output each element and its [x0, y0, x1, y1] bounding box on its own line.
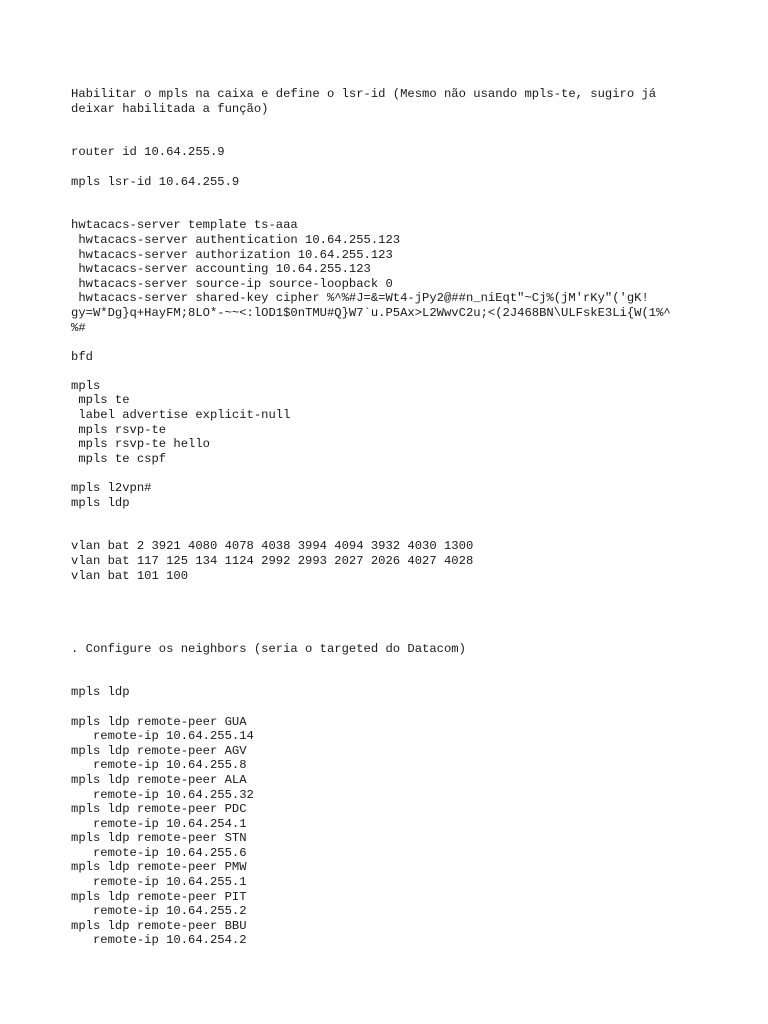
blank-line	[71, 700, 701, 715]
text-line: remote-ip 10.64.255.2	[71, 904, 247, 919]
text-line: remote-ip 10.64.255.14	[71, 729, 254, 744]
text-line: mpls ldp remote-peer PMW	[71, 860, 247, 875]
text-line: gy=W*Dg}q+HayFM;8LO*-~~<:lOD1$0nTMU#Q}W7`u.P5Ax>L2WwvC2u;<(2J468BN\ULFskE3Li{W(1%^	[71, 305, 671, 320]
text-line: %#	[71, 320, 86, 335]
blank-line	[71, 131, 701, 146]
text-line: mpls te	[71, 393, 130, 408]
blank-line	[71, 160, 701, 175]
text-line: mpls te cspf	[71, 451, 167, 466]
blank-line	[71, 116, 701, 131]
blank-line	[71, 612, 701, 627]
document-body	[71, 87, 701, 948]
text-line: remote-ip 10.64.254.1	[71, 816, 247, 831]
text-line: mpls ldp remote-peer ALA	[71, 772, 247, 787]
text-line: remote-ip 10.64.254.2	[71, 933, 247, 948]
text-line: mpls rsvp-te	[71, 422, 167, 437]
text-line: hwtacacs-server source-ip source-loopback 0	[71, 276, 393, 291]
text-line: hwtacacs-server shared-key cipher %^%#J=&=Wt4-jPy2@##n_niEqt"~Cj%(jM'rKy"('gK!	[71, 291, 649, 306]
blank-line	[71, 656, 701, 671]
text-line: hwtacacs-server template ts-aaa	[71, 218, 298, 233]
text-line: hwtacacs-server authentication 10.64.255.123	[71, 232, 401, 247]
blank-line	[71, 204, 701, 219]
text-line: mpls lsr-id 10.64.255.9	[71, 174, 240, 189]
text-line: mpls rsvp-te hello	[71, 437, 210, 452]
blank-line	[71, 671, 701, 686]
blank-line	[71, 335, 701, 350]
text-line: deixar habilitada a função)	[71, 101, 269, 116]
blank-line	[71, 510, 701, 525]
text-line: router id 10.64.255.9	[71, 145, 225, 160]
text-line: . Configure os neighbors (seria o targeted do Datacom)	[71, 641, 466, 656]
text-line: mpls ldp remote-peer GUA	[71, 714, 247, 729]
text-line: remote-ip 10.64.255.32	[71, 787, 254, 802]
text-line: bfd	[71, 349, 93, 364]
blank-line	[71, 364, 701, 379]
text-line: label advertise explicit-null	[71, 408, 291, 423]
text-line: mpls ldp remote-peer BBU	[71, 918, 247, 933]
blank-line	[71, 627, 701, 642]
text-line: mpls l2vpn#	[71, 481, 152, 496]
text-line: hwtacacs-server authorization 10.64.255.123	[71, 247, 393, 262]
text-line: mpls ldp	[71, 495, 130, 510]
text-line: mpls ldp remote-peer PIT	[71, 889, 247, 904]
text-line: remote-ip 10.64.255.6	[71, 845, 247, 860]
text-line: mpls ldp remote-peer PDC	[71, 802, 247, 817]
text-line: Habilitar o mpls na caixa e define o lsr-id (Mesmo não usando mpls-te, sugiro já	[71, 87, 657, 101]
text-line: remote-ip 10.64.255.8	[71, 758, 247, 773]
text-line: mpls ldp remote-peer STN	[71, 831, 247, 846]
blank-line	[71, 466, 701, 481]
blank-line	[71, 583, 701, 598]
text-line: vlan bat 101 100	[71, 568, 189, 583]
text-line: mpls ldp remote-peer AGV	[71, 743, 247, 758]
text-line: hwtacacs-server accounting 10.64.255.123	[71, 262, 371, 277]
text-line: vlan bat 2 3921 4080 4078 4038 3994 4094 3932 4030 1300	[71, 539, 474, 554]
text-line: mpls ldp	[71, 685, 130, 700]
blank-line	[71, 598, 701, 613]
text-line: mpls	[71, 378, 101, 393]
blank-line	[71, 525, 701, 540]
text-line: remote-ip 10.64.255.1	[71, 875, 247, 890]
blank-line	[71, 189, 701, 204]
text-line: vlan bat 117 125 134 1124 2992 2993 2027 2026 4027 4028	[71, 554, 474, 568]
